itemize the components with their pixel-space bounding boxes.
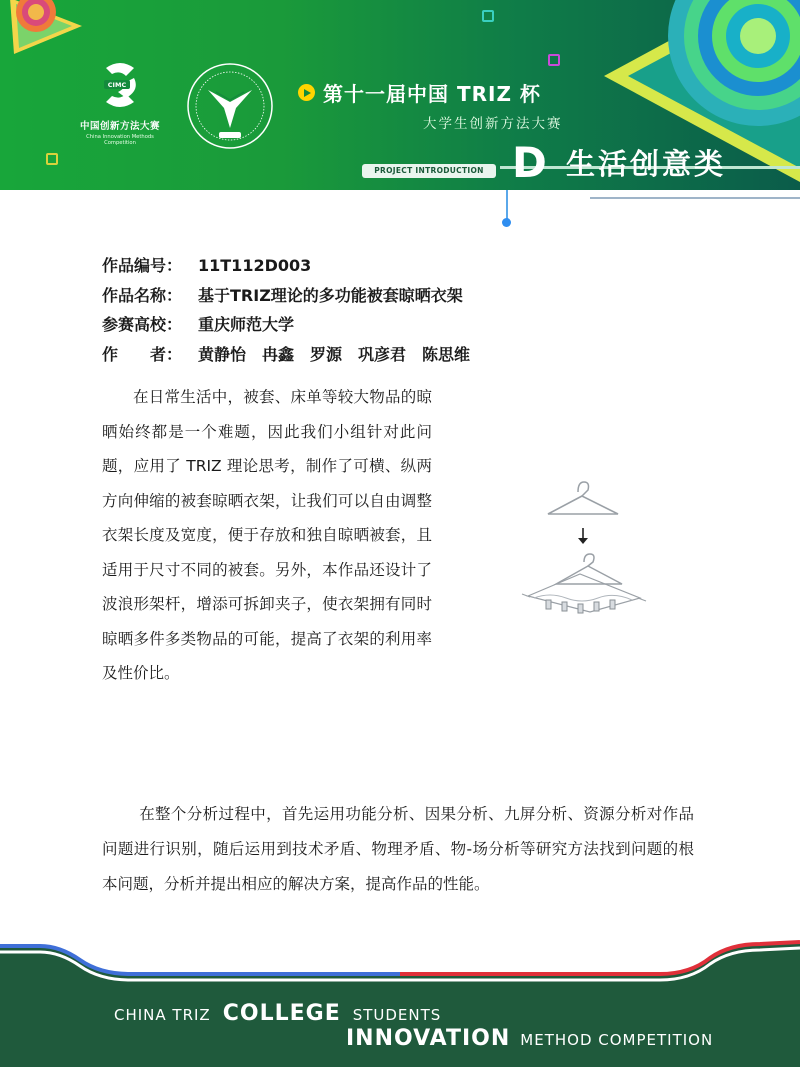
info-row-school	[102, 310, 470, 340]
category-letter: D	[512, 138, 547, 187]
footer-text: CHINA TRIZ	[114, 1006, 211, 1024]
info-value: 重庆师范大学	[198, 315, 295, 334]
analysis-summary: 在整个分析过程中，首先运用功能分析、因果分析、九屏分析、资源分析对作品问题进行识别，随后运用到技术矛盾、物理矛盾、物-场分析等研究方法找到问题的根本问题，分析并提出相应的解决方案，提高作品的性能。	[102, 805, 694, 893]
square-decoration	[482, 10, 494, 22]
header-banner	[0, 0, 800, 190]
project-info	[102, 251, 470, 369]
cimc-badge: CIMC	[107, 81, 127, 89]
info-label: 作品编号：	[102, 256, 183, 275]
footer-text-bold: COLLEGE	[222, 1001, 341, 1026]
project-description: 在日常生活中，被套、床单等较大物品的晾晒始终都是一个难题，因此我们小组针对此问题，应用了 TRIZ 理论思考，制作了可横、纵两方向伸缩的被套晾晒衣架，让我们可以自由调整衣架长度及宽度，便于存放和独自晾晒被套，且适用于尺寸不同的被套。另外，本作品还设计了波浪形架杆，增添可拆卸夹子，使衣架拥有同时晾晒多件多类物品的可能，提高了衣架的利用率及性价比。	[102, 388, 432, 682]
info-value: 黄静怡 冉鑫 罗源 巩彦君 陈思维	[198, 344, 471, 364]
info-row-id	[102, 251, 470, 281]
triz-cup-logo-icon	[186, 62, 274, 150]
category-name: 生活创意类	[566, 147, 727, 181]
footer-text-bold: INNOVATION	[346, 1026, 511, 1051]
hanger-illustration	[520, 476, 650, 616]
footer-line-1	[114, 1001, 441, 1026]
square-decoration	[46, 153, 58, 165]
accent-dot	[502, 218, 511, 227]
info-value: 基于TRIZ理论的多功能被套晾晒衣架	[198, 285, 463, 305]
project-intro-badge: PROJECT INTRODUCTION	[362, 164, 496, 178]
cimc-logo-name: 中国创新方法大赛	[79, 121, 160, 132]
footer-wave-decoration	[0, 938, 800, 998]
info-row-authors	[102, 340, 470, 370]
title-main: 第十一届中国 TRIZ 杯	[323, 82, 541, 106]
info-label: 参赛高校：	[102, 315, 183, 334]
footer-text: STUDENTS	[352, 1006, 442, 1024]
play-icon	[298, 84, 315, 101]
info-label: 作品名称：	[102, 285, 183, 305]
divider-line	[590, 197, 800, 199]
competition-title	[298, 78, 563, 132]
footer-line-2	[346, 1026, 713, 1051]
cimc-logo-en: China Innovation Methods Competition	[86, 134, 154, 147]
cimc-logo-icon	[96, 58, 144, 112]
info-row-title	[102, 281, 470, 311]
cimc-logo	[76, 58, 164, 146]
rings-triangle-decoration-left	[6, 0, 86, 58]
info-label: 作 者：	[102, 344, 183, 364]
info-value: 11T112D003	[198, 256, 312, 275]
square-decoration	[548, 54, 560, 66]
title-sub: 大学生创新方法大赛	[423, 116, 563, 132]
footer-text: METHOD COMPETITION	[520, 1031, 714, 1049]
